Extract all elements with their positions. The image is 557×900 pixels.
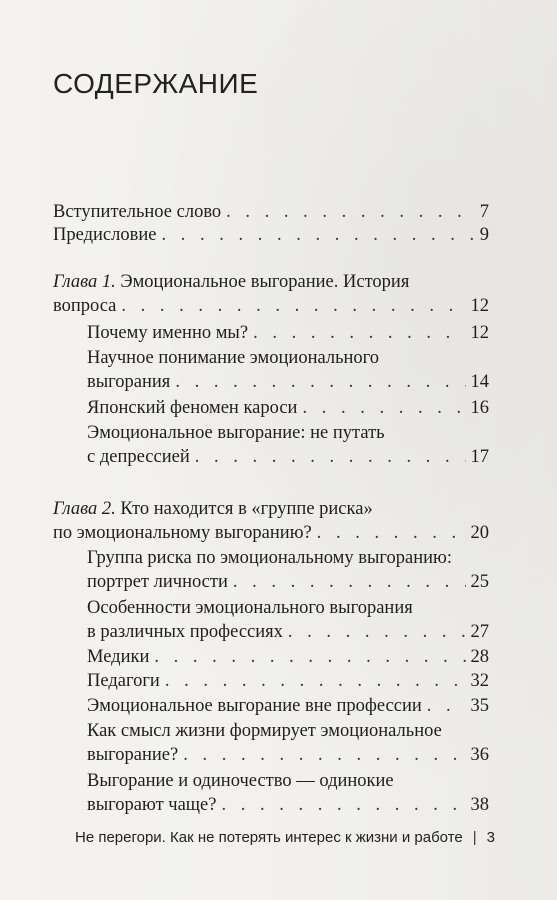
toc-entry-scientific-line2: [87, 370, 489, 394]
toc-entry-title-cont: вопроса: [53, 296, 117, 316]
toc-entry-preface: [53, 223, 489, 247]
toc-entry-title: Выгорание и одиночество — одинокие: [87, 771, 394, 791]
toc-page-number: 7: [479, 202, 489, 222]
toc-page-number: 14: [470, 372, 489, 392]
toc-entry-karoshi: [87, 396, 489, 420]
toc-entry-scientific-line1: [87, 346, 489, 370]
toc-entry-loneliness-line2: [87, 793, 489, 817]
toc-entry-title: Эмоциональное выгорание вне профессии: [87, 696, 422, 716]
toc-entry-title: [53, 497, 373, 521]
toc-page-number: 32: [470, 671, 489, 691]
dot-leader: [427, 694, 466, 718]
dot-leader: [154, 645, 465, 669]
toc-entry-loneliness-line1: [87, 769, 489, 793]
toc-page-number: 38: [470, 795, 489, 815]
toc-entry-title: Вступительное слово: [53, 202, 222, 222]
toc-entry-title: Японский феномен кароси: [87, 398, 298, 418]
toc-chapter-1-line1: [53, 270, 489, 294]
dot-leader: [183, 743, 465, 767]
footer-page-number: 3: [486, 829, 495, 846]
toc-entry-title-cont: выгорание?: [87, 745, 179, 765]
dot-leader: [221, 793, 465, 817]
contents-heading: СОДЕРЖАНИЕ: [53, 68, 259, 99]
dot-leader: [302, 396, 465, 420]
toc-entry-title: Научное понимание эмоционального: [87, 348, 380, 368]
toc-entry-risk-group-line2: [87, 570, 489, 594]
toc-chapter-2-line1: [53, 497, 489, 521]
dot-leader: [317, 521, 466, 545]
toc-chapter-2-line2: [53, 521, 489, 545]
chapter-label: Глава 1.: [53, 272, 116, 292]
footer-book-title: Не перегори. Как не потерять интерес к жизни и работе: [74, 829, 463, 846]
chapter-label: Глава 2.: [53, 499, 116, 519]
toc-page-number: 12: [470, 323, 489, 343]
toc-page-number: 27: [470, 622, 489, 642]
chapter-title-part: Кто находится в «группе риска»: [120, 499, 373, 519]
toc-entry-title: Педагоги: [87, 671, 160, 691]
dot-leader: [175, 370, 465, 394]
toc-page-number: 16: [470, 398, 489, 418]
toc-entry-title: Группа риска по эмоциональному выгоранию:: [87, 548, 452, 568]
toc-page-number: 12: [470, 296, 489, 316]
toc-entry-depression-line1: [87, 421, 489, 445]
toc-entry-outside-profession: [87, 694, 489, 718]
toc-entry-risk-group-line1: [87, 546, 489, 570]
toc-entry-title-cont: по эмоциональному выгоранию?: [53, 523, 312, 543]
toc-entry-title: [53, 270, 409, 294]
dot-leader: [253, 321, 465, 345]
toc-entry-meaning-line1: [87, 719, 489, 743]
toc-entry-title-cont: выгорают чаще?: [87, 795, 217, 815]
toc-entry-title-cont: с депрессией: [87, 447, 190, 467]
toc-page-number: 28: [470, 647, 489, 667]
toc-entry-title: Особенности эмоционального выгорания: [87, 598, 413, 618]
toc-page-number: 9: [479, 225, 489, 245]
toc-entry-title: Медики: [87, 647, 150, 667]
dot-leader: [233, 570, 466, 594]
toc-entry-title-cont: в различных профессиях: [87, 622, 283, 642]
toc-page-number: 25: [470, 572, 489, 592]
toc-entry-title: Предисловие: [53, 225, 157, 245]
dot-leader: [165, 669, 466, 693]
toc-page-number: 35: [470, 696, 489, 716]
toc-entry-title: Как смысл жизни формирует эмоциональное: [87, 721, 442, 741]
toc-page-number: 36: [470, 745, 489, 765]
footer-separator: |: [472, 829, 477, 846]
toc-entry-teachers: [87, 669, 489, 693]
running-footer: [0, 829, 495, 846]
dot-leader: [195, 445, 466, 469]
toc-entry-title-cont: портрет личности: [87, 572, 228, 592]
dot-leader: [161, 223, 474, 247]
toc-entry-medics: [87, 645, 489, 669]
toc-page-number: 20: [470, 523, 489, 543]
toc-entry-professions-line2: [87, 620, 489, 644]
toc-entry-title: Эмоциональное выгорание: не путать: [87, 423, 385, 443]
toc-entry-professions-line1: [87, 596, 489, 620]
chapter-title-part: Эмоциональное выгорание. История: [120, 272, 410, 292]
dot-leader: [121, 294, 465, 318]
toc-chapter-1-line2: [53, 294, 489, 318]
dot-leader: [226, 200, 475, 224]
toc-entry-title-cont: выгорания: [87, 372, 171, 392]
toc-entry-meaning-line2: [87, 743, 489, 767]
toc-page-number: 17: [470, 447, 489, 467]
toc-entry-why-us: [87, 321, 489, 345]
toc-entry-intro: [53, 200, 489, 224]
dot-leader: [288, 620, 466, 644]
toc-entry-title: Почему именно мы?: [87, 323, 249, 343]
toc-entry-depression-line2: [87, 445, 489, 469]
